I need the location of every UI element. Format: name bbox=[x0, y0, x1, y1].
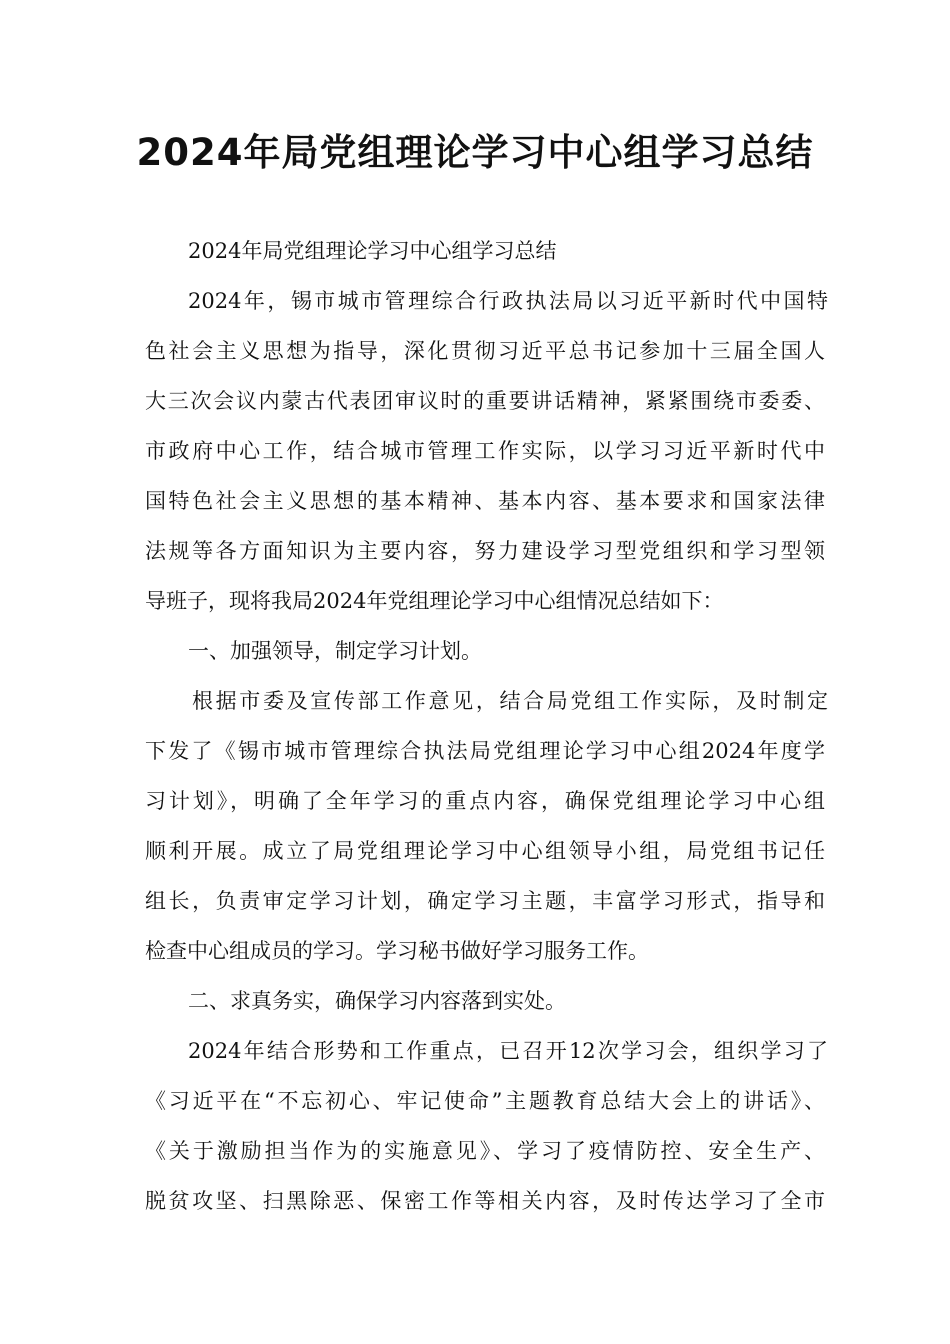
paragraph-line: 组长，负责审定学习计划，确定学习主题，丰富学习形式，指导和 bbox=[145, 889, 825, 913]
document-title: 2024年局党组理论学习中心组学习总结 bbox=[136, 131, 814, 174]
paragraph-line: 市政府中心工作，结合城市管理工作实际，以学习习近平新时代中 bbox=[145, 439, 825, 463]
paragraph-line: 习计划》，明确了全年学习的重点内容，确保党组理论学习中心组 bbox=[145, 789, 825, 813]
section-heading: 一、加强领导，制定学习计划。 bbox=[188, 639, 482, 663]
paragraph-line: 《关于激励担当作为的实施意见》、学习了疫情防控、安全生产、 bbox=[145, 1139, 825, 1163]
paragraph-line: 国特色社会主义思想的基本精神、基本内容、基本要求和国家法律 bbox=[145, 489, 825, 513]
paragraph-line: 色社会主义思想为指导，深化贯彻习近平总书记参加十三届全国人 bbox=[145, 339, 825, 363]
paragraph-line: 检查中心组成员的学习。学习秘书做好学习服务工作。 bbox=[145, 939, 649, 963]
paragraph-line: 导班子，现将我局2024年党组理论学习中心组情况总结如下： bbox=[145, 589, 724, 613]
paragraph-line: 下发了《锡市城市管理综合执法局党组理论学习中心组2024年度学 bbox=[145, 739, 825, 763]
paragraph-line: 2024年结合形势和工作重点，已召开12次学习会，组织学习了 bbox=[188, 1039, 828, 1063]
paragraph-line: 法规等各方面知识为主要内容，努力建设学习型党组织和学习型领 bbox=[145, 539, 825, 563]
section-heading: 二、求真务实，确保学习内容落到实处。 bbox=[188, 989, 566, 1013]
paragraph-line: 根据市委及宣传部工作意见，结合局党组工作实际，及时制定 bbox=[192, 689, 828, 713]
paragraph-line: 脱贫攻坚、扫黑除恶、保密工作等相关内容，及时传达学习了全市 bbox=[145, 1189, 825, 1213]
paragraph-line: 2024年，锡市城市管理综合行政执法局以习近平新时代中国特 bbox=[188, 289, 828, 313]
paragraph-line: 大三次会议内蒙古代表团审议时的重要讲话精神，紧紧围绕市委委、 bbox=[145, 389, 825, 413]
subtitle-line: 2024年局党组理论学习中心组学习总结 bbox=[188, 239, 557, 263]
paragraph-line: 《习近平在“不忘初心、牢记使命”主题教育总结大会上的讲话》、 bbox=[145, 1089, 825, 1113]
paragraph-line: 顺利开展。成立了局党组理论学习中心组领导小组，局党组书记任 bbox=[145, 839, 825, 863]
